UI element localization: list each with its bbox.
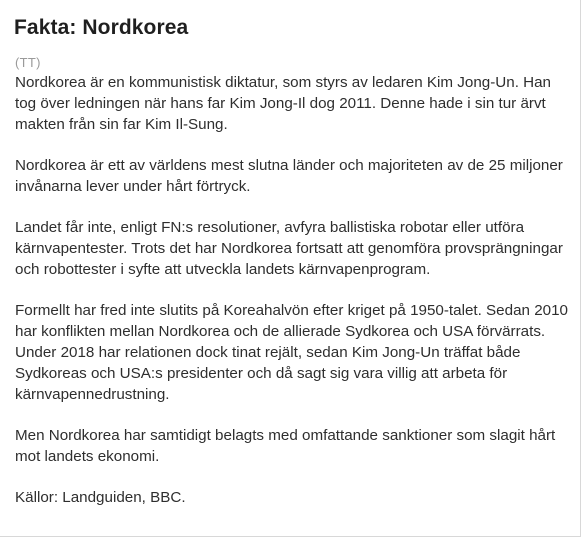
paragraph-conflict: Formellt har fred inte slutits på Koreahalvön efter kriget på 1950-talet. Sedan 2010 har konflikten mellan Nordkorea och de allierade Sydkorea och USA förvärrats. Under 2018 har relationen dock tinat rejält, sedan Kim Jong-Un träffat både Sydkoreas och USA:s presidenter och då sagt sig vara villig att arbeta för kärnvapennedrustning. <box>15 302 568 403</box>
paragraph-population: Nordkorea är ett av världens mest slutna länder och majoriteten av de 25 miljoner invånarna lever under hårt förtryck. <box>15 157 563 195</box>
fact-box-title: Fakta: Nordkorea <box>14 16 189 39</box>
source-label: (TT) <box>15 55 41 70</box>
paragraph-sources: Källor: Landguiden, BBC. <box>15 489 186 506</box>
paragraph-sanctions: Men Nordkorea har samtidigt belagts med omfattande sanktioner som slagit hårt mot landets ekonomi. <box>15 427 556 465</box>
paragraph-leadership: Nordkorea är en kommunistisk diktatur, som styrs av ledaren Kim Jong-Un. Han tog över ledningen när hans far Kim Jong-Il dog 2011. Denne hade i sin tur ärvt makten från sin far Kim Il-Sung. <box>15 74 551 133</box>
paragraph-weapons: Landet får inte, enligt FN:s resolutioner, avfyra ballistiska robotar eller utföra kärnvapentester. Trots det har Nordkorea fortsatt att genomföra provsprängningar och robottester i syfte att utveckla landets kärnvapenprogram. <box>15 219 563 278</box>
fact-box-body <box>15 72 575 508</box>
